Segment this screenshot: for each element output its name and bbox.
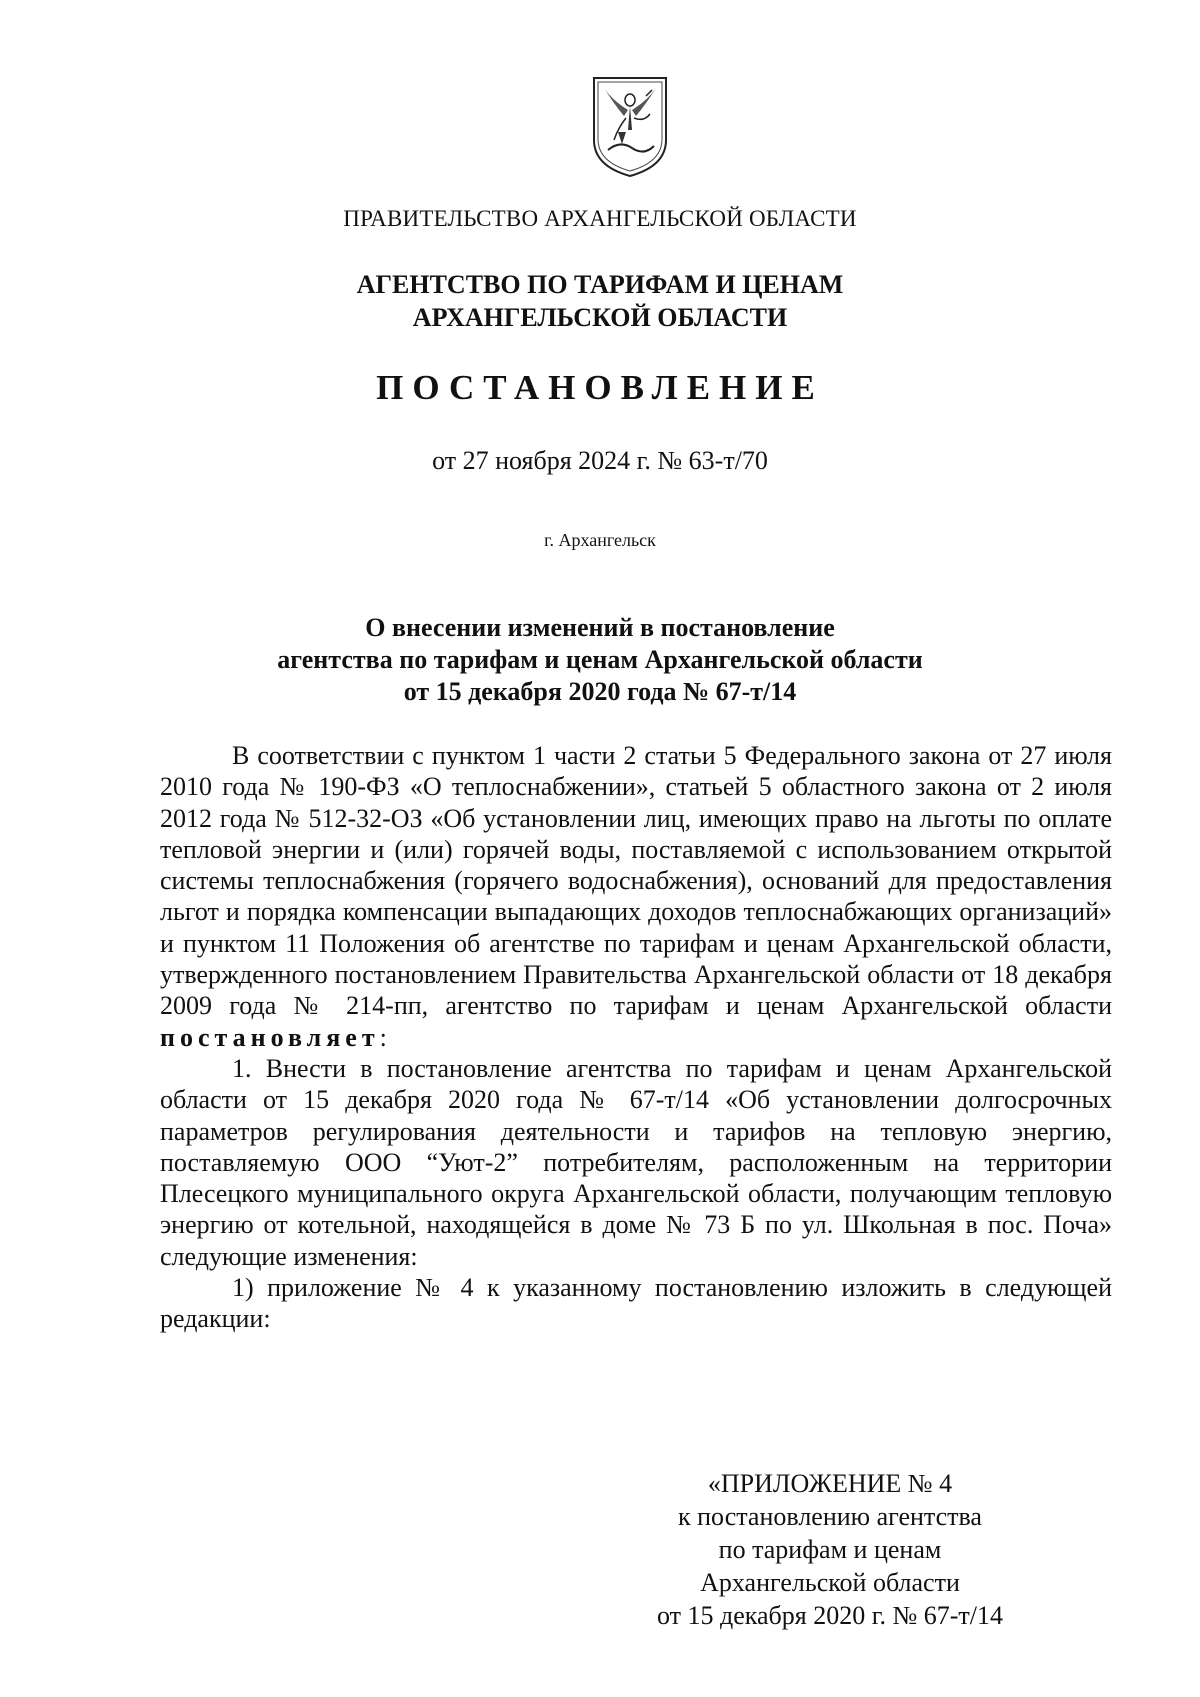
document-subject <box>0 612 1200 708</box>
appendix-line1: «ПРИЛОЖЕНИЕ № 4 <box>707 1469 953 1498</box>
appendix-line5: от 15 декабря 2020 г. № 67-т/14 <box>656 1601 1004 1630</box>
subject-line1: О внесении изменений в постановление <box>365 613 835 642</box>
preamble-text: В соответствии с пунктом 1 части 2 статьи 5 Федерального закона от 27 июля 2010 года № 190-ФЗ «О теплоснабжении», статьей 5 областного закона от 2 июля 2012 года № 512-32-ОЗ «Об установлении лиц, имеющих право на льготы по оплате тепловой энергии и (или) горячей воды, поставляемой с использованием открытой системы теплоснабжения (горячего водоснабжения), оснований для предоставления льгот и порядка компенсации выпадающих доходов теплоснабжающих организаций» и пунктом 11 Положения об агентстве по тарифам и ценам Архангельской области, утвержденного постановлением Правительства Архангельской области от 18 декабря 2009 года № 214-пп, агентство по тарифам и ценам Архангельской области <box>160 741 1112 1021</box>
appendix-line3: по тарифам и ценам <box>718 1535 942 1564</box>
document-city: г. Архангельск <box>544 530 656 550</box>
agency-name-line2: АРХАНГЕЛЬСКОЙ ОБЛАСТИ <box>412 303 788 332</box>
appendix-header <box>640 1467 1020 1632</box>
appendix-line4: Архангельской области <box>700 1568 960 1597</box>
subject-line3: от 15 декабря 2020 года № 67-т/14 <box>403 677 797 706</box>
body-paragraph-preamble <box>160 740 1112 1053</box>
government-name: ПРАВИТЕЛЬСТВО АРХАНГЕЛЬСКОЙ ОБЛАСТИ <box>343 206 857 231</box>
preamble-colon: : <box>379 1022 387 1052</box>
agency-name-line1: АГЕНТСТВО ПО ТАРИФАМ И ЦЕНАМ <box>356 270 844 299</box>
body-paragraph-item1: 1. Внести в постановление агентства по тарифам и ценам Архангельской области от 15 декабря 2020 года № 67-т/14 «Об установлении долгосрочных параметров регулирования деятельности и тарифов на тепловую энергию, поставляемую ООО “Уют-2” потребителям, расположенным на территории Плесецкого муниципального округа Архангельской области, получающим тепловую энергию от котельной, находящейся в доме № 73 Б по ул. Школьная в пос. Поча» следующие изменения: <box>160 1053 1112 1271</box>
document-date-number: от 27 ноября 2024 г. № 63-т/70 <box>432 446 768 475</box>
body-paragraph-subitem1: 1) приложение № 4 к указанному постановлению изложить в следующей редакции: <box>160 1273 1112 1334</box>
document-body <box>160 740 1112 1335</box>
agency-name <box>0 268 1200 334</box>
appendix-line2: к постановлению агентства <box>678 1502 982 1531</box>
subject-line2: агентства по тарифам и ценам Архангельской области <box>277 645 923 674</box>
document-type: ПОСТАНОВЛЕНИЕ <box>376 368 824 407</box>
coat-of-arms-icon <box>588 70 672 180</box>
resolves-keyword: постановляет <box>160 1022 380 1052</box>
